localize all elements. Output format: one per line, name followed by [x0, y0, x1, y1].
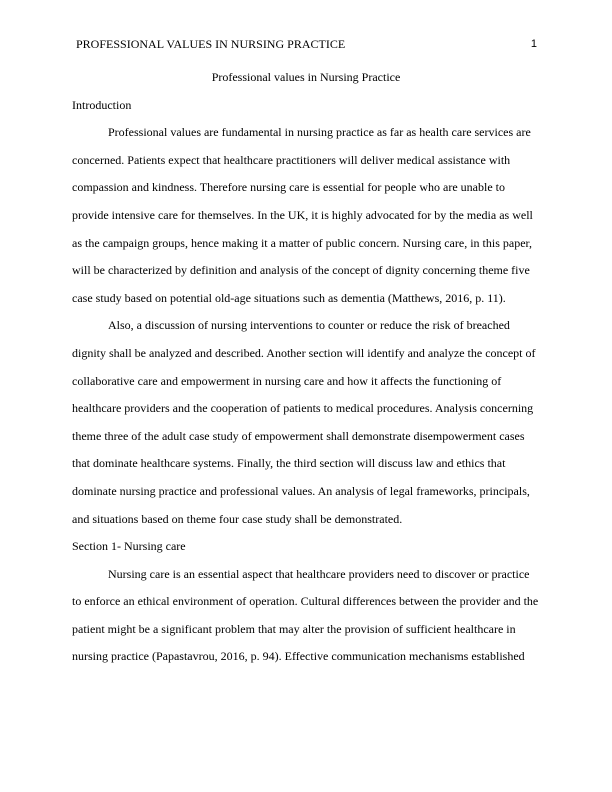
section-1-heading: Section 1- Nursing care — [72, 539, 186, 554]
intro-paragraph-1: Professional values are fundamental in nursing practice as far as health care services are concerned. Patients expect that healthcare practitioners will deliver medical assistance with compassion and kindness. Therefore nursing care is essential for people who are unable to provide intensive care for themselves. In the UK, it is highly advocated for by the media as well as the campaign groups, hence making it a matter of public concern. Nursing care, in this paper, will be characterized by definition and analysis of the concept of dignity concerning theme five case study based on potential old-age situations such as dementia (Matthews, 2016, p. 11). — [72, 125, 533, 305]
document-body — [72, 64, 540, 671]
intro-paragraph-2: Also, a discussion of nursing interventions to counter or reduce the risk of breached dignity shall be analyzed and described. Another section will identify and analyze the concept of collaborative care and empowerment in nursing care and how it affects the functioning of healthcare providers and the cooperation of patients to medical procedures. Analysis concerning theme three of the adult case study of empowerment shall demonstrate disempowerment cases that dominate healthcare systems. Finally, the third section will discuss law and ethics that dominate nursing practice and professional values. An analysis of legal frameworks, principals, and situations based on theme four case study shall be demonstrated. — [72, 318, 536, 526]
running-head: PROFESSIONAL VALUES IN NURSING PRACTICE — [76, 37, 346, 51]
introduction-heading: Introduction — [72, 97, 132, 112]
section-1-paragraph: Nursing care is an essential aspect that healthcare providers need to discover or practice to enforce an ethical environment of operation. Cultural differences between the provider and the patient might be a significant problem that may alter the provision of sufficient healthcare in nursing practice (Papastavrou, 2016, p. 94). Effective communication mechanisms established — [72, 566, 539, 664]
page-number: 1 — [530, 38, 537, 50]
document-title: Professional values in Nursing Practice — [211, 70, 401, 84]
